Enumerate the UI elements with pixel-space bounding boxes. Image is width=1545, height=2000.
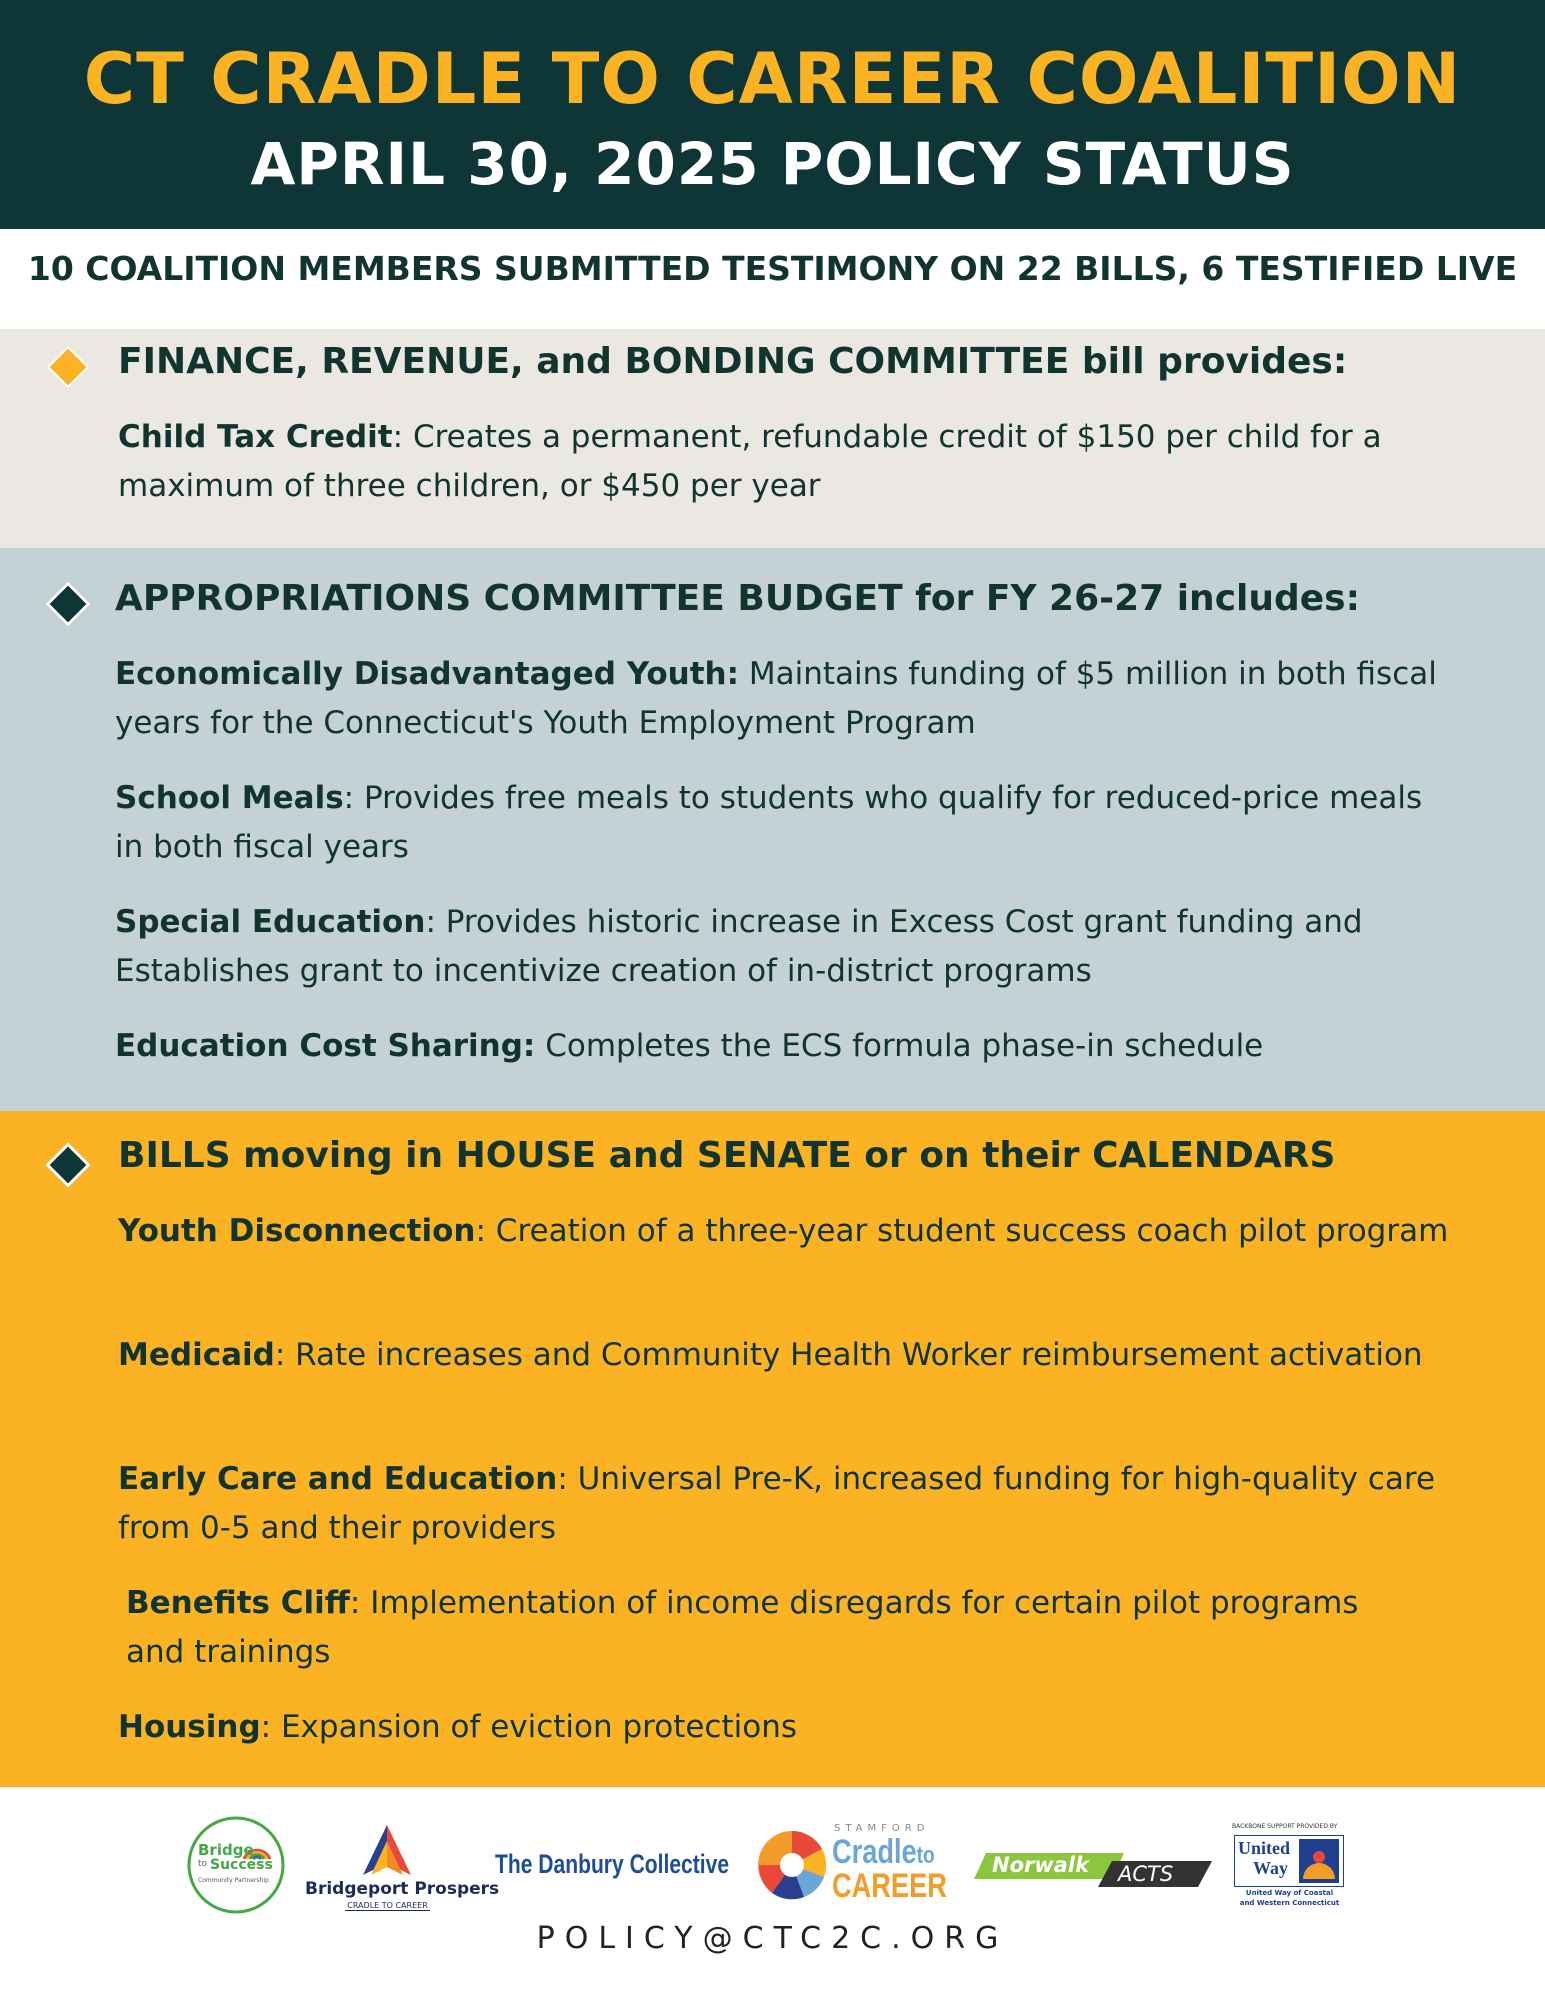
logo-text: ACTS: [1118, 1862, 1174, 1886]
policy-item-text: Provides free meals to students who qualify for reduced-price meals in both fiscal years: [115, 780, 1423, 865]
policy-item: [115, 650, 1455, 748]
policy-item-text: Universal Pre-K, increased funding for high-quality care from 0-5 and their providers: [118, 1461, 1436, 1546]
stamford-cradle-to-career-logo: [752, 1821, 947, 1911]
danbury-collective-logo: [495, 1849, 730, 1889]
united-way-badge: [1234, 1835, 1344, 1887]
logo-text: BACKBONE SUPPORT PROVIDED BY: [1232, 1823, 1338, 1830]
section-bills-moving: [0, 1111, 1545, 1787]
policy-item-separator: [739, 656, 749, 692]
policy-item-separator: :: [260, 1709, 281, 1745]
policy-item-separator: :: [274, 1337, 296, 1373]
logo-text: Cradle: [832, 1833, 917, 1871]
policy-item: [118, 1331, 1458, 1380]
policy-item: [115, 1022, 1455, 1071]
policy-item-label: Benefits Cliff: [126, 1585, 350, 1621]
contact-email[interactable]: POLICY@CTC2C.ORG: [536, 1921, 1009, 1956]
policy-item-text: Provides historic increase in Excess Cost grant funding and Establishes grant to incentivize creation of in-district programs: [115, 904, 1363, 989]
logo-text: Bridge: [198, 1841, 254, 1859]
logo-text: CAREER: [832, 1867, 947, 1905]
policy-item-separator: [535, 1028, 545, 1064]
policy-item: [118, 413, 1458, 511]
page-subtitle: APRIL 30, 2025 POLICY STATUS: [250, 130, 1295, 198]
policy-item: [115, 898, 1455, 996]
policy-item-label: Economically Disadvantaged Youth:: [115, 656, 739, 692]
policy-item-separator: :: [349, 1585, 371, 1621]
policy-item-separator: :: [343, 780, 364, 816]
united-way-logo: [1232, 1823, 1347, 1923]
logo-text: and Western Connecticut: [1239, 1899, 1340, 1907]
page-title: CT CRADLE TO CAREER COALITION: [83, 38, 1462, 120]
section-appropriations: [0, 548, 1545, 1111]
logo-text: STAMFORD: [834, 1823, 930, 1834]
header-banner: [0, 0, 1545, 229]
logo-text: Success: [210, 1857, 273, 1873]
logo-text: to: [198, 1859, 208, 1869]
policy-item-label: Education Cost Sharing:: [115, 1028, 536, 1064]
policy-item-separator: :: [425, 904, 446, 940]
section-heading: FINANCE, REVENUE, and BONDING COMMITTEE bill provides:: [118, 341, 1348, 382]
logo-text: United: [1238, 1838, 1291, 1858]
bridgeport-prospers-mark: [305, 1823, 470, 1879]
policy-item: [118, 1703, 1458, 1752]
policy-item: [115, 774, 1455, 872]
policy-item-label: Child Tax Credit: [118, 419, 393, 455]
logo-text: to: [916, 1842, 935, 1869]
logo-text: Bridgeport Prospers: [305, 1879, 500, 1899]
bridge-to-success-logo: [186, 1815, 286, 1915]
policy-item-label: Early Care and Education: [118, 1461, 558, 1497]
policy-item-text: Creates a permanent, refundable credit of $150 per child for a maximum of three children, or $450 per year: [118, 419, 1382, 504]
policy-item: [126, 1579, 1426, 1677]
policy-item-separator: :: [475, 1213, 496, 1249]
diamond-bullet-icon: [45, 1142, 90, 1187]
policy-item-separator: :: [392, 419, 413, 455]
logo-text: The Danbury Collective: [495, 1849, 730, 1879]
policy-item-text: Creation of a three-year student success coach pilot program: [495, 1213, 1449, 1249]
policy-item-text: Rate increases and Community Health Worker reimbursement activation: [295, 1337, 1423, 1373]
policy-item-text: Maintains funding of $5 million in both fiscal years for the Connecticut's Youth Employment Program: [115, 656, 1437, 741]
footer: [0, 1787, 1545, 2000]
diamond-bullet-icon: [45, 581, 90, 626]
summary-banner: [0, 229, 1545, 329]
section-finance: [0, 329, 1545, 548]
policy-item-text: Implementation of income disregards for certain pilot programs and trainings: [126, 1585, 1359, 1670]
bridgeport-prospers-logo: [305, 1823, 500, 1918]
united-way-hand-icon: [1299, 1839, 1339, 1883]
section-heading: BILLS moving in HOUSE and SENATE or on their CALENDARS: [118, 1135, 1336, 1176]
summary-text: 10 COALITION MEMBERS SUBMITTED TESTIMONY ON 22 BILLS, 6 TESTIFIED LIVE: [27, 249, 1518, 288]
policy-item-text: Expansion of eviction protections: [280, 1709, 798, 1745]
policy-item-text: Completes the ECS formula phase-in schedule: [545, 1028, 1264, 1064]
policy-item-separator: :: [557, 1461, 578, 1497]
logo-text: Community Partnership: [198, 1877, 269, 1884]
policy-item-label: Special Education: [115, 904, 426, 940]
norwalk-acts-logo: [972, 1849, 1212, 1889]
policy-item: [118, 1207, 1458, 1256]
policy-item-label: School Meals: [115, 780, 344, 816]
logo-text: Way: [1253, 1858, 1289, 1878]
policy-item-label: Medicaid: [118, 1337, 275, 1373]
stamford-pinwheel-mark: [752, 1821, 832, 1905]
policy-item-label: Youth Disconnection: [118, 1213, 476, 1249]
logo-text: CRADLE TO CAREER: [345, 1901, 430, 1911]
logo-text: Norwalk: [992, 1853, 1090, 1877]
policy-item: [118, 1455, 1458, 1553]
diamond-bullet-icon: [47, 346, 89, 388]
policy-item-label: Housing: [118, 1709, 261, 1745]
section-heading: APPROPRIATIONS COMMITTEE BUDGET for FY 26-27 includes:: [115, 578, 1361, 619]
logo-text: United Way of Coastal: [1245, 1889, 1334, 1897]
